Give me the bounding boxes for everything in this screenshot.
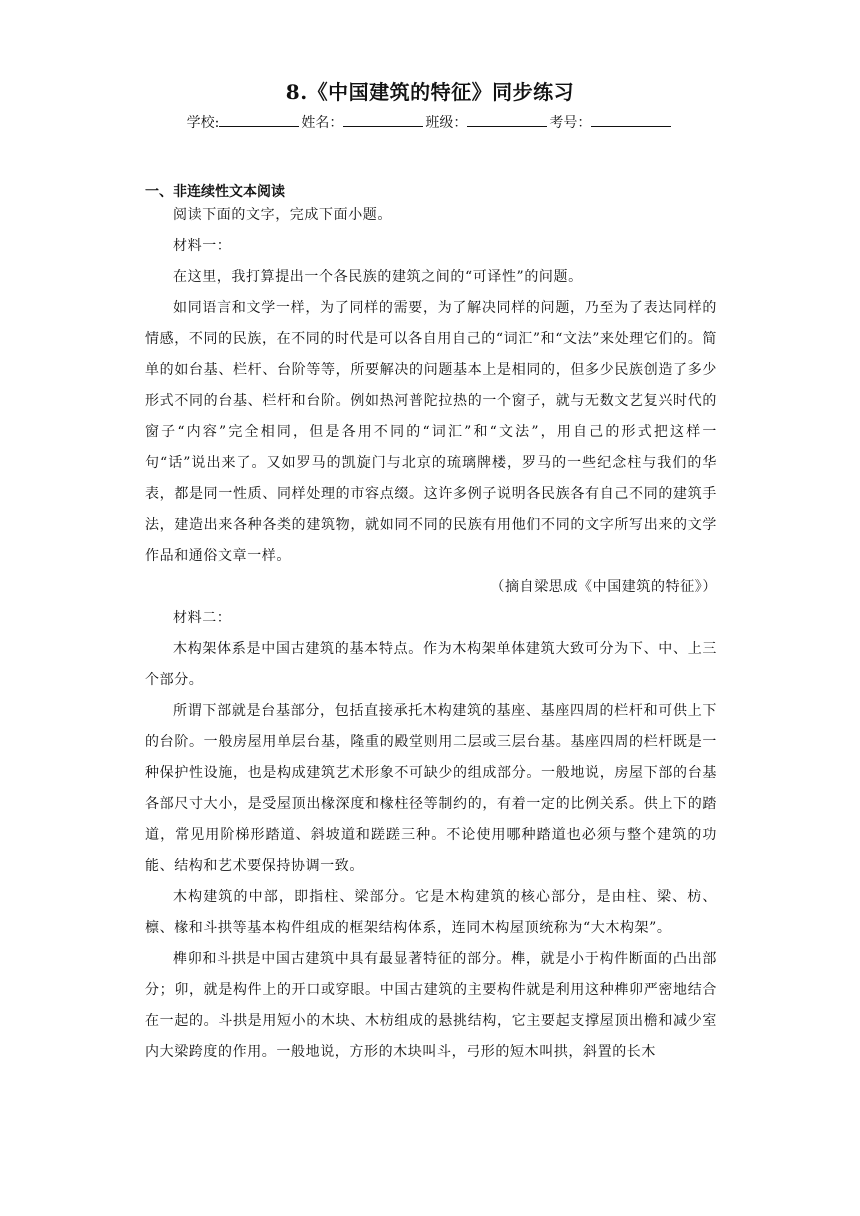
material2-paragraph: 榫卯和斗拱是中国古建筑中具有最显著特征的部分。榫，就是小于构件断面的凸出部分；卯，就是构件上的开口或穿眼。中国古建筑的主要构件就是利用这种榫卯严密地结合在一起的。斗拱是用短小的木块、木枋组成的悬挑结构，它主要起支撑屋顶出檐和减少室内大梁跨度的作用。一般地说，方形的木块叫斗，弓形的短木叫拱，斜置的长木 — [145, 951, 717, 1060]
student-info-line — [0, 112, 860, 132]
school-blank — [219, 112, 299, 127]
class-label: 班级： — [425, 115, 468, 131]
material1-source: （摘自梁思成《中国建筑的特征》） — [490, 579, 717, 595]
reading-passage — [145, 200, 717, 1068]
page-title: 8.《中国建筑的特征》同步练习 — [285, 80, 575, 104]
material2-paragraph: 所谓下部就是台基部分，包括直接承托木构建筑的基座、基座四周的栏杆和可供上下的台阶。一般房屋用单层台基，隆重的殿堂则用二层或三层台基。基座四周的栏杆既是一种保护性设施，也是构成建筑艺术形象不可缺少的组成部分。一般地说，房屋下部的台基各部尺寸大小，是受屋顶出椽深度和椽柱径等制约的，有着一定的比例关系。供上下的踏道，常见用阶梯形踏道、斜坡道和蹉蹉三种。不论使用哪种踏道也必须与整个建筑的功能、结构和艺术要保持协调一致。 — [145, 703, 717, 874]
exam-no-label: 考号： — [549, 115, 592, 131]
instruction-text: 阅读下面的文字，完成下面小题。 — [173, 207, 392, 223]
class-blank — [467, 112, 547, 127]
material1-label: 材料一： — [173, 238, 232, 254]
section-heading: 一、非连续性文本阅读 — [145, 184, 285, 200]
name-label: 姓名： — [301, 115, 344, 131]
material1-paragraph: 在这里，我打算提出一个各民族的建筑之间的“可译性”的问题。 — [173, 269, 583, 285]
school-label: 学校: — [186, 115, 220, 131]
material2-paragraph: 木构架体系是中国古建筑的基本特点。作为木构架单体建筑大致可分为下、中、上三个部分。 — [145, 641, 717, 688]
material1-paragraph: 如同语言和文学一样，为了同样的需要，为了解决同样的问题，乃至为了表达同样的情感，不同的民族，在不同的时代是可以各自用自己的“词汇”和“文法”来处理它们的。简单的如台基、栏杆、台阶等等，所要解决的问题基本上是相同的，但多少民族创造了多少形式不同的台基、栏杆和台阶。例如热河普陀拉热的一个窗子，就与无数文艺复兴时代的窗子“内容”完全相同，但是各用不同的“词汇”和“文法”，用自己的形式把这样一句“话”说出来了。又如罗马的凯旋门与北京的琉璃牌楼，罗马的一些纪念柱与我们的华表，都是同一性质、同样处理的市容点缀。这许多例子说明各民族各有自己不同的建筑手法，建造出来各种各类的建筑物，就如同不同的民族有用他们不同的文字所写出来的文学作品和通俗文章一样。 — [145, 300, 717, 564]
material2-label: 材料二： — [173, 610, 232, 626]
exam-no-blank — [591, 112, 671, 127]
material2-paragraph: 木构建筑的中部，即指柱、梁部分。它是木构建筑的核心部分，是由柱、梁、枋、檩、椽和斗拱等基本构件组成的框架结构体系，连同木构屋顶统称为“大木构架”。 — [145, 889, 717, 936]
name-blank — [343, 112, 423, 127]
